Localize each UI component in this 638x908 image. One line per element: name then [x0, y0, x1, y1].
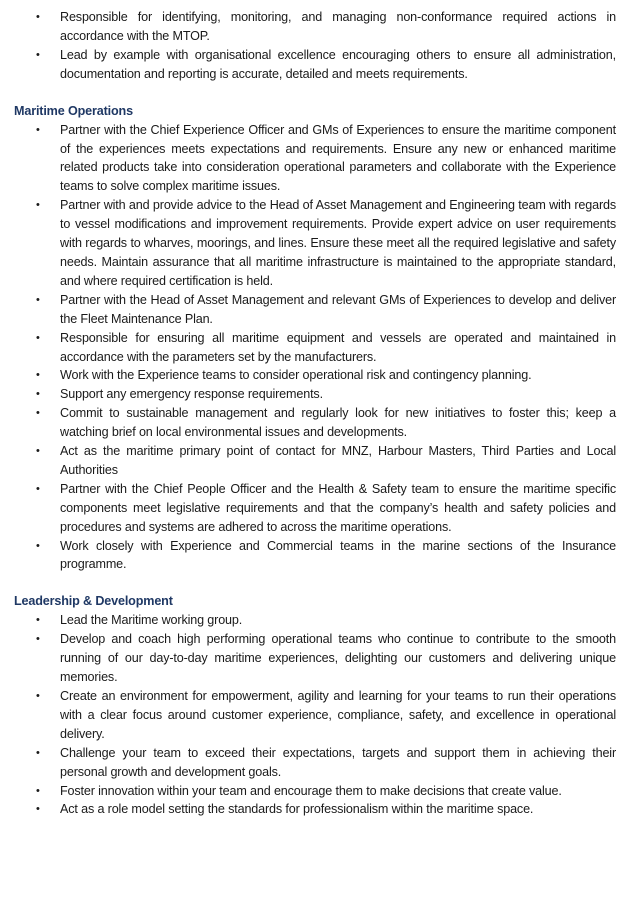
leadership-development-list — [0, 611, 638, 819]
list-item-text: Foster innovation within your team and encourage them to make decisions that create value. — [60, 783, 562, 798]
bullet-icon: • — [36, 803, 40, 816]
bullet-icon: • — [36, 123, 40, 136]
list-item-text: Commit to sustainable management and regularly look for new initiatives to foster this; keep a watching brief on local environmental issues and developments. — [60, 406, 616, 440]
intro-bullet-list — [0, 0, 638, 84]
bullet-icon: • — [36, 784, 40, 797]
list-item — [0, 687, 638, 744]
list-item-text: Develop and coach high performing operational teams who continue to contribute to the smooth running of our day-to-day maritime experiences, delighting our customers and delivering unique memories. — [60, 632, 616, 685]
section-spacer — [0, 84, 638, 102]
list-item — [0, 630, 638, 687]
list-item-text: Partner with the Chief Experience Officer and GMs of Experiences to ensure the maritime component of the experiences meets expectations and requirements. Ensure any new or enhanced maritime related products take into consideration operational parameters and collaborate with the Experience teams to solve complex maritime issues. — [60, 122, 616, 194]
section-heading-leadership-development: Leadership & Development — [14, 594, 173, 609]
list-item — [0, 480, 638, 537]
list-item-text: Work with the Experience teams to consider operational risk and contingency planning. — [60, 368, 532, 383]
list-item-text: Support any emergency response requirements. — [60, 387, 323, 402]
list-item-text: Partner with the Chief People Officer and the Health & Safety team to ensure the maritime specific components meet legislative requirements and that the company’s health and safety policies and procedures and systems are adhered to across the maritime operations. — [60, 481, 616, 534]
bullet-icon: • — [36, 746, 40, 759]
list-item — [0, 121, 638, 197]
bullet-icon: • — [36, 445, 40, 458]
list-item-text: Responsible for ensuring all maritime equipment and vessels are operated and maintained in accordance with the parameters set by the manufacturers. — [60, 330, 616, 364]
list-item — [0, 537, 638, 575]
list-item-text: Lead the Maritime working group. — [60, 613, 243, 628]
bullet-icon: • — [36, 331, 40, 344]
list-item — [0, 366, 638, 385]
list-item-text: Lead by example with organisational excellence encouraging others to ensure all administration, documentation and reporting is accurate, detailed and meets requirements. — [60, 47, 616, 81]
list-item — [0, 329, 638, 367]
list-item-text: Partner with the Head of Asset Management and relevant GMs of Experiences to develop and deliver the Fleet Maintenance Plan. — [60, 292, 616, 326]
bullet-icon: • — [36, 407, 40, 420]
list-item — [0, 404, 638, 442]
bullet-icon: • — [36, 199, 40, 212]
list-item — [0, 291, 638, 329]
list-item — [0, 800, 638, 819]
list-item-text: Act as the maritime primary point of contact for MNZ, Harbour Masters, Third Parties and Local Authorities — [60, 444, 616, 477]
bullet-icon: • — [36, 633, 40, 646]
list-item — [0, 196, 638, 291]
bullet-icon: • — [36, 369, 40, 382]
bullet-icon: • — [36, 614, 40, 627]
bullet-icon: • — [36, 388, 40, 401]
list-item — [0, 611, 638, 630]
list-item — [0, 744, 638, 782]
bullet-icon: • — [36, 482, 40, 495]
list-item-text: Act as a role model setting the standards for professionalism within the maritime space. — [60, 802, 534, 817]
bullet-icon: • — [36, 539, 40, 552]
list-item-text: Challenge your team to exceed their expectations, targets and support them in achieving their personal growth and development goals. — [60, 745, 616, 779]
list-item — [0, 385, 638, 404]
list-item-text: Partner with and provide advice to the Head of Asset Management and Engineering team with regards to vessel modifications and improvement requirements. Provide expert advice on user requirements with regards to wharves, moorings, and lines. Ensure these meet all the required legislative and safety needs. Maintain assurance that all maritime infrastructure is maintained to the appropriate standard, and where required certification is held. — [60, 198, 616, 288]
bullet-icon: • — [36, 48, 40, 61]
bullet-icon: • — [36, 11, 40, 23]
bullet-icon: • — [36, 690, 40, 702]
bullet-icon: • — [36, 293, 40, 306]
list-item-text: Responsible for identifying, monitoring, and managing non-conformance required actions in accordance with the MTOP. — [60, 10, 616, 43]
section-spacer — [0, 574, 638, 592]
list-item — [0, 442, 638, 480]
section-heading-maritime-operations: Maritime Operations — [14, 103, 133, 118]
list-item-text: Create an environment for empowerment, agility and learning for your teams to run their operations with a clear focus around customer experience, compliance, safety, and excellence in operational delivery. — [60, 689, 616, 741]
list-item — [0, 46, 638, 84]
list-item — [0, 782, 638, 801]
maritime-operations-list — [0, 121, 638, 575]
list-item-text: Work closely with Experience and Commercial teams in the marine sections of the Insurance programme. — [60, 538, 616, 572]
list-item — [0, 8, 638, 46]
